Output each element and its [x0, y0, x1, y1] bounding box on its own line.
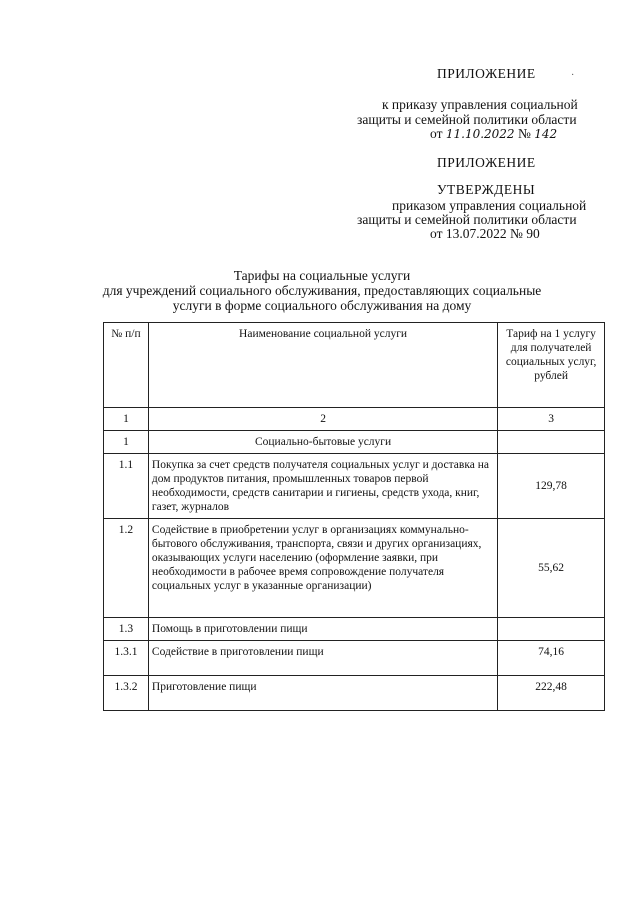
- table-row: [104, 676, 605, 711]
- row-name: Помощь в приготовлении пищи: [148, 618, 497, 641]
- approved-line-2: защиты и семейной политики области: [357, 212, 577, 227]
- row-tariff: 55,62: [498, 519, 605, 618]
- col-number-2: 2: [148, 408, 497, 431]
- row-tariff: [498, 431, 605, 454]
- col-number-1: 1: [104, 408, 149, 431]
- handwritten-number: 142: [534, 127, 558, 141]
- column-number-row: [104, 408, 605, 431]
- row-num: 1: [104, 431, 149, 454]
- row-num: 1.3: [104, 618, 149, 641]
- header-name: Наименование социальной услуги: [148, 323, 497, 408]
- title-line-2: для учреждений социального обслуживания, предоставляющих социальные: [102, 283, 542, 298]
- scan-speck: ·: [571, 70, 575, 81]
- order-ref-line-3: [430, 126, 557, 142]
- col-number-3: 3: [498, 408, 605, 431]
- table-row: [104, 431, 605, 454]
- row-num: 1.2: [104, 519, 149, 618]
- row-tariff: 129,78: [498, 454, 605, 519]
- tariff-table: [103, 322, 605, 711]
- row-num: 1.1: [104, 454, 149, 519]
- title-line-3: услуги в форме социального обслуживания на дому: [172, 298, 472, 313]
- table-row: [104, 641, 605, 676]
- table-row: [104, 618, 605, 641]
- table-header-row: [104, 323, 605, 408]
- row-name: Содействие в приобретении услуг в организациях коммунально-бытового обслуживания, транспорта, связи и других организациях, оказывающих услуги населению (оформление заявки, при необходимости в рабочее время сопровождение получателя социальных услуг в указанные организации): [148, 519, 497, 618]
- approved-line-1: приказом управления социальной: [392, 198, 587, 213]
- handwritten-date: 11.10.2022: [445, 127, 515, 141]
- table-row: [104, 519, 605, 618]
- row-tariff: 222,48: [498, 676, 605, 711]
- row-name: Покупка за счет средств получателя социальных услуг и доставка на дом продуктов питания, промышленных товаров первой необходимости, средств санитарии и гигиены, средств ухода, книг, газет, журналов: [148, 454, 497, 519]
- order-ref-line-2: защиты и семейной политики области: [357, 112, 577, 127]
- approved-heading: УТВЕРЖДЕНЫ: [437, 182, 536, 197]
- order-prefix: от: [430, 126, 443, 141]
- header-tariff: Тариф на 1 услугу для получателей социальных услуг, рублей: [498, 323, 605, 408]
- approved-line-3: от 13.07.2022 № 90: [430, 226, 540, 241]
- row-tariff: 74,16: [498, 641, 605, 676]
- row-name: Содействие в приготовлении пищи: [148, 641, 497, 676]
- row-name: Приготовление пищи: [148, 676, 497, 711]
- appendix-heading-1: ПРИЛОЖЕНИЕ: [437, 66, 536, 81]
- table-row: [104, 454, 605, 519]
- header-num: № п/п: [104, 323, 149, 408]
- row-tariff: [498, 618, 605, 641]
- order-no-label: №: [517, 126, 531, 141]
- appendix-heading-2: ПРИЛОЖЕНИЕ: [437, 155, 536, 170]
- row-num: 1.3.1: [104, 641, 149, 676]
- order-ref-line-1: к приказу управления социальной: [382, 97, 578, 112]
- row-name: Социально-бытовые услуги: [148, 431, 497, 454]
- row-num: 1.3.2: [104, 676, 149, 711]
- title-line-1: Тарифы на социальные услуги: [233, 268, 411, 283]
